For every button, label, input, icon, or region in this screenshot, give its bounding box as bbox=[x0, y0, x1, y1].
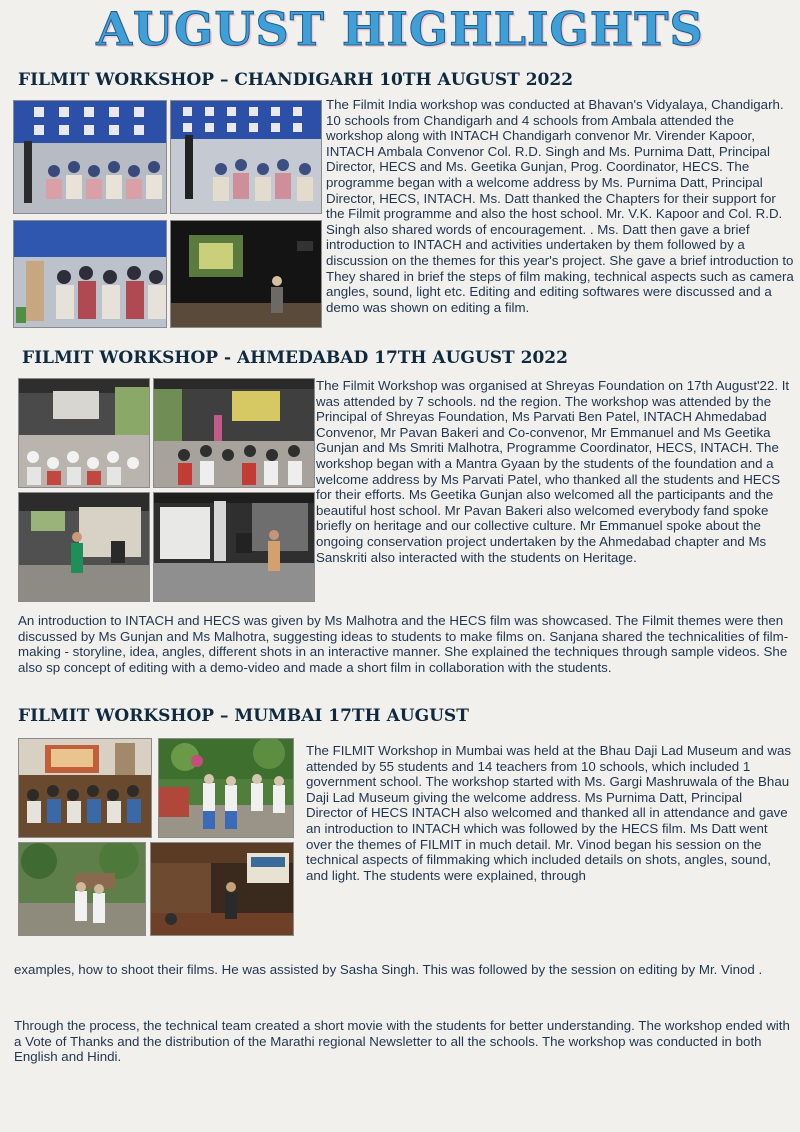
page-title: AUGUST HIGHLIGHTS bbox=[96, 2, 704, 56]
photo-mumbai-hall bbox=[18, 738, 152, 838]
photo-mumbai-projection bbox=[150, 842, 294, 936]
section-heading-mumbai: FILMIT WORKSHOP – MUMBAI 17TH AUGUST bbox=[18, 706, 469, 726]
photo-chandigarh-screen bbox=[170, 220, 322, 328]
photo-chandigarh-classroom-1 bbox=[13, 100, 167, 214]
photo-ahmedabad-stage bbox=[18, 492, 150, 602]
section-text-mumbai-cont: examples, how to shoot their films. He was assisted by Sasha Singh. This was followed by the session on editing by Mr. Vinod . bbox=[14, 962, 763, 977]
section-heading-ahmedabad: FILMIT WORKSHOP - AHMEDABAD 17TH AUGUST 2022 bbox=[22, 348, 568, 368]
section-text-mumbai-end: Through the process, the technical team created a short movie with the students for better understanding. The workshop ended with a Vote of Thanks and the distribution of the Marathi regional Newsletter to all the schools. The workshop was conducted in both English and Hindi. bbox=[14, 1018, 790, 1065]
photo-ahmedabad-screen bbox=[153, 492, 315, 602]
photo-mumbai-courtyard bbox=[18, 842, 146, 936]
section-text-mumbai: The FILMIT Workshop in Mumbai was held at the Bhau Daji Lad Museum and was attended by 55 students and 14 teachers from 10 schools, which included 1 government school. The workshop started with Ms. Gargi Mashruwala of the Bhau Daji Lad Museum giving the welcome address. Ms Purnima Datt, Principal Director of HECS INTACH also welcomed and thanked all in attendance and gave an introduction to INTACH which was followed by the HECS film. Ms Datt went over the themes of FILMIT in much detail. Mr. Vinod began his session on the technical aspects of filmmaking which included details on shots, angles, sound, and light. The students were explained, through bbox=[306, 743, 792, 883]
photo-chandigarh-classroom-2 bbox=[170, 100, 322, 214]
photo-chandigarh-audience bbox=[13, 220, 167, 328]
section-text-ahmedabad: The Filmit Workshop was organised at Shreyas Foundation on 17th August'22. It was attended by 7 schools. nd the region. The workshop was attended by the Principal of Shreyas Foundation, Ms Parvati Ben Patel, INTACH Ahmedabad Convenor, Mr Pavan Bakeri and Co-convenor, Mr Emmanuel and Ms Geetika Gunjan and Ms Smriti Malhotra, Programme Coordinator, HECS, INTACH. The workshop began with a Mantra Gyaan by the students of the foundation and a welcome address by Ms Parvati Patel, who thanked all the students and HECS for their efforts. Ms Geetika Gunjan also welcomed all the participants and the beautiful host school. Mr Pavan Bakeri also welcomed everybody fand spoke briefly on heritage and our collective culture. Mr Emmanuel spoke about the ongoing conservation project undertaken by the Ahmedabad chapter and Ms Sanskriti also interacted with the students on Heritage. bbox=[316, 378, 790, 565]
section-text-chandigarh: The Filmit India workshop was conducted at Bhavan's Vidyalaya, Chandigarh. 10 schools from Chandigarh and 4 schools from Ambala attended the workshop along with INTACH Chandigarh convenor Mr. Virender Kapoor, INTACH Ambala Convenor Col. R.D. Singh and Ms. Purnima Datt, Principal Director, HECS and Ms. Geetika Gunjan, Prog. Coordinator, HECS. The programme began with a welcome address by Ms. Purnima Datt, Principal Director, HECS, INTACH. Ms. Datt thanked the Chapters for their support for the Filmit programme and also the host school. Mr. V.K. Kapoor and Col. R.D. Singh also shared words of encouragement. . Ms. Datt then gave a brief introduction to INTACH and activities undertaken by them followed by a discussion on the themes for this year's project. She gave a brief introduction to They shared in brief the steps of film making, technical aspects such as camera angles, sound, light etc. Editing and editing softwares were discussed and a demo was shown on editing a film. bbox=[326, 97, 794, 315]
photo-mumbai-garden bbox=[158, 738, 294, 838]
photo-ahmedabad-hall-1 bbox=[18, 378, 150, 488]
photo-ahmedabad-hall-2 bbox=[153, 378, 315, 488]
section-heading-chandigarh: FILMIT WORKSHOP – CHANDIGARH 10TH AUGUST 2022 bbox=[18, 70, 574, 90]
section-text-ahmedabad-cont: An introduction to INTACH and HECS was given by Ms Malhotra and the HECS film was showcased. The Filmit themes were then discussed by Ms Gunjan and Ms Malhotra, suggesting ideas to students to make films on. Sanjana shared the technicalities of film-making - storyline, idea, angles, different shots in an interactive manner. She explained the techniques through sample videos. She also sp concept of editing with a demo-video and made a short film in collaboration with the students. bbox=[18, 613, 789, 675]
